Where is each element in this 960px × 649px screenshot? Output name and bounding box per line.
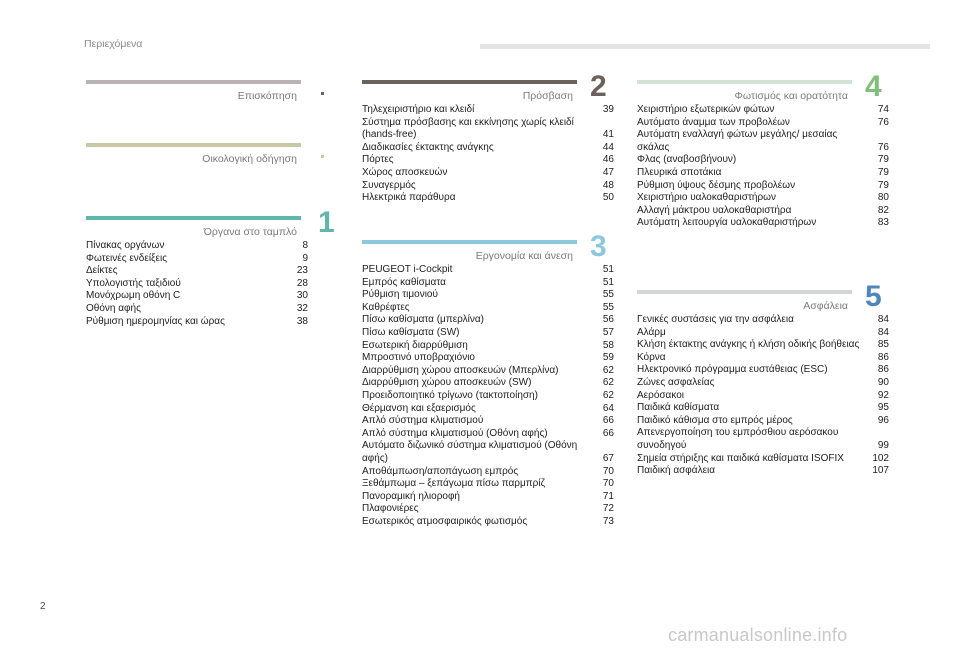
toc-entry-title: Κλήση έκτακτης ανάγκης ή κλήση οδικής βοήθειας — [637, 339, 860, 351]
toc-entry[interactable] — [362, 440, 614, 465]
toc-entry-title: Εσωτερική διαρρύθμιση — [362, 339, 468, 351]
section-marker — [321, 92, 324, 95]
toc-entry-title: Χειριστήριο υαλοκαθαριστήρων — [637, 192, 776, 204]
toc-entry[interactable] — [362, 478, 614, 491]
toc-entry-page: 90 — [877, 376, 889, 388]
toc-entry-title: Ρύθμιση ημερομηνίας και ώρας — [86, 315, 225, 327]
toc-entry-page: 70 — [602, 465, 614, 477]
section-title: Επισκόπηση — [237, 90, 297, 102]
toc-entry-page: 79 — [877, 166, 889, 178]
toc-entry-title: PEUGEOT i-Cockpit — [362, 264, 453, 275]
toc-entry-title: Πλευρικά σποτάκια — [637, 166, 722, 178]
toc-entry-title: Πλαφονιέρες — [362, 503, 419, 515]
toc-entry[interactable] — [362, 264, 614, 277]
toc-entry-page: 58 — [602, 339, 614, 351]
toc-entry-page: 56 — [602, 314, 614, 326]
toc-entry-page: 79 — [877, 154, 889, 166]
toc-entry-title: Τηλεχειριστήριο και κλειδί — [362, 104, 475, 115]
toc-entry-page: 51 — [602, 276, 614, 288]
toc-entry-title: Πίσω καθίσματα (μπερλίνα) — [362, 314, 485, 326]
toc-entry-title: Αποθάμπωση/αποπάγωση εμπρός — [362, 465, 519, 477]
toc-entry-title: Καθρέφτες — [362, 301, 410, 313]
toc-entry[interactable] — [637, 364, 889, 377]
toc-entry-page: 64 — [602, 402, 614, 414]
toc-entry-page: 95 — [877, 402, 889, 414]
toc-entry[interactable] — [637, 327, 889, 340]
toc-entry[interactable] — [362, 340, 614, 353]
toc-entry-title: Οθόνη αφής — [86, 302, 141, 314]
toc-entry-page: 96 — [877, 414, 889, 426]
section-number: 3 — [590, 230, 607, 263]
toc-entry-page: 83 — [877, 217, 889, 229]
toc-entry[interactable] — [637, 167, 889, 180]
section-eco-driving — [86, 143, 301, 165]
section-overview — [86, 80, 301, 102]
toc-entry[interactable] — [362, 302, 614, 315]
toc-entry-page: 85 — [877, 339, 889, 351]
toc-entry-page: 66 — [602, 415, 614, 427]
page-title: Περιεχόμενα — [84, 38, 143, 50]
toc-entry[interactable] — [637, 453, 889, 466]
toc-entry[interactable] — [362, 314, 614, 327]
toc-entry-page: 76 — [877, 116, 889, 128]
toc-entry-title: Συναγερμός — [362, 179, 416, 191]
toc-entry-page: 8 — [302, 240, 308, 251]
toc-entry[interactable] — [362, 327, 614, 340]
toc-entry-title: Πανοραμική ηλιοροφή — [362, 490, 460, 502]
toc-list — [637, 104, 889, 230]
toc-entry[interactable] — [362, 516, 614, 529]
toc-entry-title: Αλλαγή μάκτρου υαλοκαθαριστήρα — [637, 204, 792, 216]
toc-entry-page: 73 — [602, 515, 614, 527]
toc-entry-title: Σύστημα πρόσβασης και εκκίνησης χωρίς κλειδί (hands-free) — [362, 116, 574, 141]
section-lighting-visibility — [637, 70, 889, 230]
toc-entry-title: Αυτόματο άναμμα των προβολέων — [637, 116, 790, 128]
toc-entry-title: Φωτεινές ενδείξεις — [86, 252, 168, 264]
toc-entry-page: 57 — [602, 326, 614, 338]
toc-entry-page: 9 — [302, 252, 308, 264]
toc-entry[interactable] — [362, 142, 614, 155]
toc-entry-page: 62 — [602, 377, 614, 389]
page-number: 2 — [40, 601, 46, 612]
toc-entry-page: 51 — [602, 264, 614, 275]
toc-entry-page: 55 — [602, 289, 614, 301]
toc-entry-page: 92 — [877, 389, 889, 401]
toc-entry-page: 70 — [602, 478, 614, 490]
toc-entry[interactable] — [362, 117, 614, 142]
toc-entry-page: 48 — [602, 179, 614, 191]
toc-entry-page: 67 — [602, 452, 614, 464]
toc-entry[interactable] — [637, 390, 889, 403]
toc-entry[interactable] — [362, 277, 614, 290]
toc-entry-title: Παιδική ασφάλεια — [637, 465, 716, 477]
toc-entry-title: Χώρος αποσκευών — [362, 166, 448, 178]
toc-entry[interactable] — [637, 180, 889, 193]
toc-entry-page: 72 — [602, 503, 614, 515]
toc-entry-page: 50 — [602, 192, 614, 204]
toc-entry[interactable] — [637, 427, 889, 452]
toc-entry-title: Υπολογιστής ταξιδιού — [86, 277, 181, 289]
toc-entry[interactable] — [637, 415, 889, 428]
toc-entry-title: Απλό σύστημα κλιματισμού (Οθόνη αφής) — [362, 427, 548, 439]
section-access — [362, 70, 614, 205]
section-number: 4 — [865, 70, 882, 103]
toc-entry-title: Εσωτερικός ατμοσφαιρικός φωτισμός — [362, 515, 528, 527]
watermark: carmanualsonline.info — [668, 625, 848, 645]
toc-entry[interactable] — [362, 154, 614, 167]
toc-entry[interactable] — [637, 377, 889, 390]
toc-entry-page: 86 — [877, 351, 889, 363]
toc-entry-page: 46 — [602, 154, 614, 166]
toc-entry[interactable] — [637, 205, 889, 218]
toc-entry-title: Πόρτες — [362, 154, 394, 166]
toc-entry-title: Αυτόματη εναλλαγή φώτων μεγάλης/ μεσαίας σκάλας — [637, 129, 838, 153]
toc-entry[interactable] — [637, 104, 889, 117]
toc-entry[interactable] — [362, 466, 614, 479]
toc-entry[interactable] — [362, 180, 614, 193]
toc-entry-title: Αυτόματο διζωνικό σύστημα κλιματισμού (Οθόνη αφής) — [362, 440, 578, 464]
toc-entry-page: 99 — [877, 439, 889, 451]
toc-entry-title: Προειδοποιητικό τρίγωνο (τακτοποίηση) — [362, 389, 538, 401]
toc-entry-title: Κόρνα — [637, 351, 666, 363]
toc-entry-page: 38 — [296, 315, 308, 327]
toc-entry-page: 102 — [872, 452, 889, 464]
toc-entry[interactable] — [86, 290, 308, 303]
toc-entry-title: Μονόχρωμη οθόνη C — [86, 290, 181, 302]
toc-entry-page: 41 — [602, 129, 614, 141]
toc-entry[interactable] — [86, 303, 308, 316]
toc-entry-page: 39 — [602, 104, 614, 115]
toc-entry[interactable] — [362, 415, 614, 428]
toc-entry-title: Εμπρός καθίσματα — [362, 276, 446, 288]
section-marker — [321, 155, 324, 158]
toc-entry-title: Διαδικασίες έκτακτης ανάγκης — [362, 141, 494, 153]
toc-entry-page: 28 — [296, 277, 308, 289]
toc-entry[interactable] — [362, 167, 614, 180]
toc-entry[interactable] — [362, 289, 614, 302]
toc-entry-page: 59 — [602, 352, 614, 364]
toc-entry[interactable] — [86, 278, 308, 291]
toc-entry-page: 76 — [877, 141, 889, 153]
toc-entry-title: Αλάρμ — [637, 326, 666, 338]
toc-entry[interactable] — [86, 265, 308, 278]
toc-list — [362, 264, 614, 528]
toc-entry-title: Γενικές συστάσεις για την ασφάλεια — [637, 314, 794, 325]
section-title: Οικολογική οδήγηση — [202, 153, 297, 165]
toc-entry[interactable] — [362, 503, 614, 516]
toc-entry-title: Ρύθμιση ύψους δέσμης προβολέων — [637, 179, 796, 191]
toc-entry[interactable] — [637, 314, 889, 327]
toc-entry-page: 47 — [602, 166, 614, 178]
toc-entry[interactable] — [362, 491, 614, 504]
section-title: Φωτισμός και ορατότητα — [734, 90, 848, 102]
toc-list — [86, 240, 308, 328]
toc-entry-title: Παιδικά καθίσματα — [637, 402, 720, 414]
section-title: Πρόσβαση — [522, 90, 573, 102]
toc-entry-title: Παιδικό κάθισμα στο εμπρός μέρος — [637, 414, 793, 426]
section-ergonomics-comfort — [362, 230, 614, 528]
toc-entry-title: Διαρρύθμιση χώρου αποσκευών (SW) — [362, 377, 532, 389]
toc-entry-title: Αερόσακοι — [637, 389, 684, 401]
toc-entry-title: Θέρμανση και εξαερισμός — [362, 402, 476, 414]
toc-entry[interactable] — [362, 104, 614, 117]
toc-entry[interactable] — [362, 365, 614, 378]
toc-entry[interactable] — [637, 339, 889, 352]
toc-entry-title: Απενεργοποίηση του εμπρόσθιου αερόσακου συνοδηγού — [637, 427, 839, 451]
toc-entry-page: 71 — [602, 490, 614, 502]
toc-entry-page: 30 — [296, 290, 308, 302]
section-safety — [637, 280, 889, 478]
toc-entry-page: 80 — [877, 192, 889, 204]
header-divider — [480, 44, 930, 49]
toc-entry-page: 107 — [872, 465, 889, 477]
toc-entry[interactable] — [362, 192, 614, 205]
section-number: 2 — [590, 70, 607, 103]
toc-entry-page: 84 — [877, 326, 889, 338]
toc-entry-title: Σημεία στήριξης και παιδικά καθίσματα ISOFIX — [637, 452, 844, 464]
toc-entry-title: Ζώνες ασφαλείας — [637, 376, 715, 388]
section-title: Ασφάλεια — [803, 300, 848, 312]
section-number: 5 — [865, 280, 882, 313]
toc-entry[interactable] — [637, 402, 889, 415]
toc-entry[interactable] — [86, 316, 308, 329]
toc-entry-title: Απλό σύστημα κλιματισμού — [362, 415, 484, 427]
toc-entry-title: Πίσω καθίσματα (SW) — [362, 326, 460, 338]
toc-list — [362, 104, 614, 205]
toc-entry-title: Ηλεκτρικά παράθυρα — [362, 192, 456, 204]
toc-entry[interactable] — [362, 377, 614, 390]
toc-entry-page: 23 — [296, 265, 308, 277]
toc-entry-title: Αυτόματη λειτουργία υαλοκαθαριστήρων — [637, 217, 817, 229]
section-title: Εργονομία και άνεση — [475, 250, 573, 262]
toc-entry-title: Μπροστινό υποβραχιόνιο — [362, 352, 475, 364]
toc-entry[interactable] — [362, 352, 614, 365]
toc-entry-page: 79 — [877, 179, 889, 191]
toc-entry[interactable] — [86, 240, 308, 253]
toc-entry[interactable] — [86, 253, 308, 266]
toc-entry[interactable] — [362, 428, 614, 441]
toc-entry[interactable] — [637, 154, 889, 167]
toc-list — [637, 314, 889, 478]
toc-entry-title: Πίνακας οργάνων — [86, 240, 165, 251]
toc-entry-page: 84 — [877, 314, 889, 325]
toc-entry-title: Ηλεκτρονικό πρόγραμμα ευστάθειας (ESC) — [637, 364, 828, 376]
toc-entry-title: Χειριστήριο εξωτερικών φώτων — [637, 104, 775, 115]
toc-entry-title: Φλας (αναβοσβήνουν) — [637, 154, 737, 166]
toc-entry-page: 86 — [877, 364, 889, 376]
toc-entry-page: 32 — [296, 302, 308, 314]
toc-entry-page: 66 — [602, 427, 614, 439]
toc-entry[interactable] — [637, 192, 889, 205]
toc-entry[interactable] — [637, 217, 889, 230]
toc-entry[interactable] — [637, 117, 889, 130]
toc-entry-page: 82 — [877, 204, 889, 216]
toc-entry[interactable] — [362, 403, 614, 416]
section-number: 1 — [318, 206, 335, 239]
toc-entry-page: 62 — [602, 389, 614, 401]
toc-entry-page: 44 — [602, 141, 614, 153]
toc-entry-page: 74 — [877, 104, 889, 115]
toc-entry-title: Διαρρύθμιση χώρου αποσκευών (Μπερλίνα) — [362, 364, 559, 376]
toc-entry-page: 62 — [602, 364, 614, 376]
section-dashboard-instruments — [86, 206, 335, 328]
toc-entry-title: Ξεθάμπωμα – ξεπάγωμα πίσω παρμπρίζ — [362, 478, 545, 490]
toc-entry-title: Δείκτες — [86, 265, 118, 277]
toc-entry-title: Ρύθμιση τιμονιού — [362, 289, 438, 301]
toc-entry[interactable] — [637, 129, 889, 154]
section-title: Όργανα στο ταμπλό — [203, 226, 297, 238]
toc-entry-page: 55 — [602, 301, 614, 313]
toc-entry[interactable] — [637, 465, 889, 478]
toc-entry[interactable] — [637, 352, 889, 365]
toc-entry[interactable] — [362, 390, 614, 403]
